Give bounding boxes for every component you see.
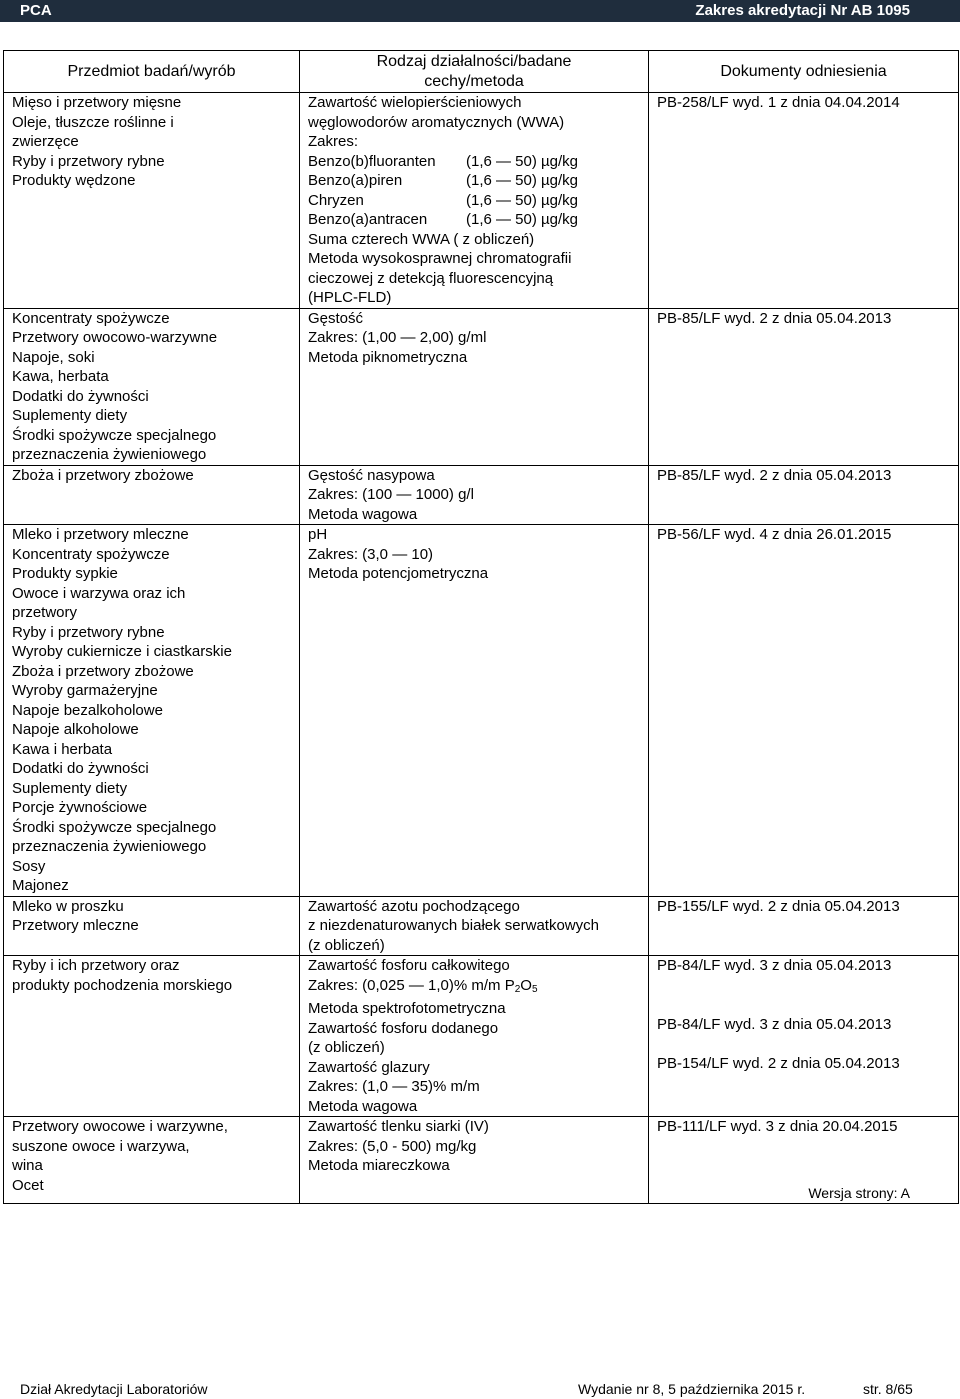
column-header-method: Rodzaj działalności/badane cechy/metoda: [300, 51, 649, 93]
phosphorus-range: Zakres: (0,025 ― 1,0)% m/m $P_2O_5$: [308, 976, 538, 995]
table-row: [4, 93, 959, 309]
method-cell: Zawartość fosforu całkowitego Zakres: (0,025 ― 1,0)% m/m $P_2O_5$ Metoda spektrofotometryczna Zawartość fosforu dodanego (z obliczeń) Zawartość glazury Zakres: (1,0 ― 35)% m/m Metoda wagowa: [300, 956, 649, 1117]
product-cell: Mięso i przetwory mięsne Oleje, tłuszcze roślinne i zwierzęce Ryby i przetwory rybne Produkty wędzone: [4, 93, 300, 309]
document-cell: PB-85/LF wyd. 2 z dnia 05.04.2013: [649, 308, 959, 465]
document-cell: PB-155/LF wyd. 2 z dnia 05.04.2013: [649, 896, 959, 956]
product-cell: Mleko i przetwory mleczne Koncentraty spożywcze Produkty sypkie Owoce i warzywa oraz ich przetwory Ryby i przetwory rybne Wyroby cukiernicze i ciastkarskie Zboża i przetwory zbożowe Wyroby garmażeryjne Napoje bezalkoholowe Napoje alkoholowe Kawa i herbata Dodatki do żywności Suplementy diety Porcje żywnościowe Środki spożywcze specjalnego przeznaczenia żywieniowego Sosy Majonez: [4, 525, 300, 897]
product-cell: Zboża i przetwory zbożowe: [4, 465, 300, 525]
accreditation-table: [3, 50, 959, 1204]
table-header-row: [4, 51, 959, 93]
footer-page-number: str. 8/65: [863, 1381, 913, 1397]
method-cell: Zawartość tlenku siarki (IV) Zakres: (5,0 - 500) mg/kg Metoda miareczkowa: [300, 1117, 649, 1204]
table-row: [4, 525, 959, 897]
range-item: Benzo(a)piren (1,6 ― 50) µg/kg: [308, 172, 579, 189]
method-cell: Gęstość Zakres: (1,00 ― 2,00) g/ml Metoda piknometryczna: [300, 308, 649, 465]
table-row: [4, 308, 959, 465]
footer-edition: Wydanie nr 8, 5 października 2015 r.: [578, 1381, 806, 1397]
column-header-documents: Dokumenty odniesienia: [649, 51, 959, 93]
method-cell: pH Zakres: (3,0 ― 10) Metoda potencjometryczna: [300, 525, 649, 897]
table-row: [4, 956, 959, 1117]
range-item: Benzo(b)fluoranten (1,6 ― 50) µg/kg: [308, 152, 579, 170]
table-row: [4, 1117, 959, 1204]
header-org: PCA: [20, 2, 52, 19]
product-cell: Mleko w proszku Przetwory mleczne: [4, 896, 300, 956]
document-cell: PB-84/LF wyd. 3 z dnia 05.04.2013 PB-84/LF wyd. 3 z dnia 05.04.2013 PB-154/LF wyd. 2 z dnia 05.04.2013: [649, 956, 959, 1117]
table-row: [4, 465, 959, 525]
product-cell: Koncentraty spożywcze Przetwory owocowo-warzywne Napoje, soki Kawa, herbata Dodatki do żywności Suplementy diety Środki spożywcze specjalnego przeznaczenia żywieniowego: [4, 308, 300, 465]
column-header-product: Przedmiot badań/wyrób: [4, 51, 300, 93]
product-cell: Przetwory owocowe i warzywne, suszone owoce i warzywa, wina Ocet: [4, 1117, 300, 1204]
method-cell: Zawartość wielopierścieniowych węglowodorów aromatycznych (WWA) Zakres: Benzo(b)fluoranten (1,6 ― 50) µg/kg Benzo(a)piren (1,6 ― 50) µg/kg Chryzen (1,6 ― 50) µg/kg Benzo(a)antracen (1,6 ― 50) µg/kg Suma czterech WWA ( z obliczeń) Metoda wysokosprawnej chromatografii cieczowej z detekcją fluorescencyjną (HPLC-FLD): [300, 93, 649, 309]
range-item: Chryzen (1,6 ― 50) µg/kg: [308, 191, 579, 209]
document-cell: PB-258/LF wyd. 1 z dnia 04.04.2014: [649, 93, 959, 309]
page-version: Wersja strony: A: [808, 1184, 910, 1201]
footer-department: Dział Akredytacji Laboratoriów: [20, 1381, 208, 1397]
method-cell: Gęstość nasypowa Zakres: (100 ― 1000) g/l Metoda wagowa: [300, 465, 649, 525]
document-cell: PB-85/LF wyd. 2 z dnia 05.04.2013: [649, 465, 959, 525]
method-cell: Zawartość azotu pochodzącego z niezdenaturowanych białek serwatkowych (z obliczeń): [300, 896, 649, 956]
header-title: Zakres akredytacji Nr AB 1095: [695, 2, 910, 19]
range-item: Benzo(a)antracen (1,6 ― 50) µg/kg: [308, 211, 579, 228]
document-cell: PB-56/LF wyd. 4 z dnia 26.01.2015: [649, 525, 959, 897]
document-cell: PB-111/LF wyd. 3 z dnia 20.04.2015 Wersja strony: A: [649, 1117, 959, 1204]
page-header-bar: [0, 0, 960, 22]
product-cell: Ryby i ich przetwory oraz produkty pochodzenia morskiego: [4, 956, 300, 1117]
table-row: [4, 896, 959, 956]
